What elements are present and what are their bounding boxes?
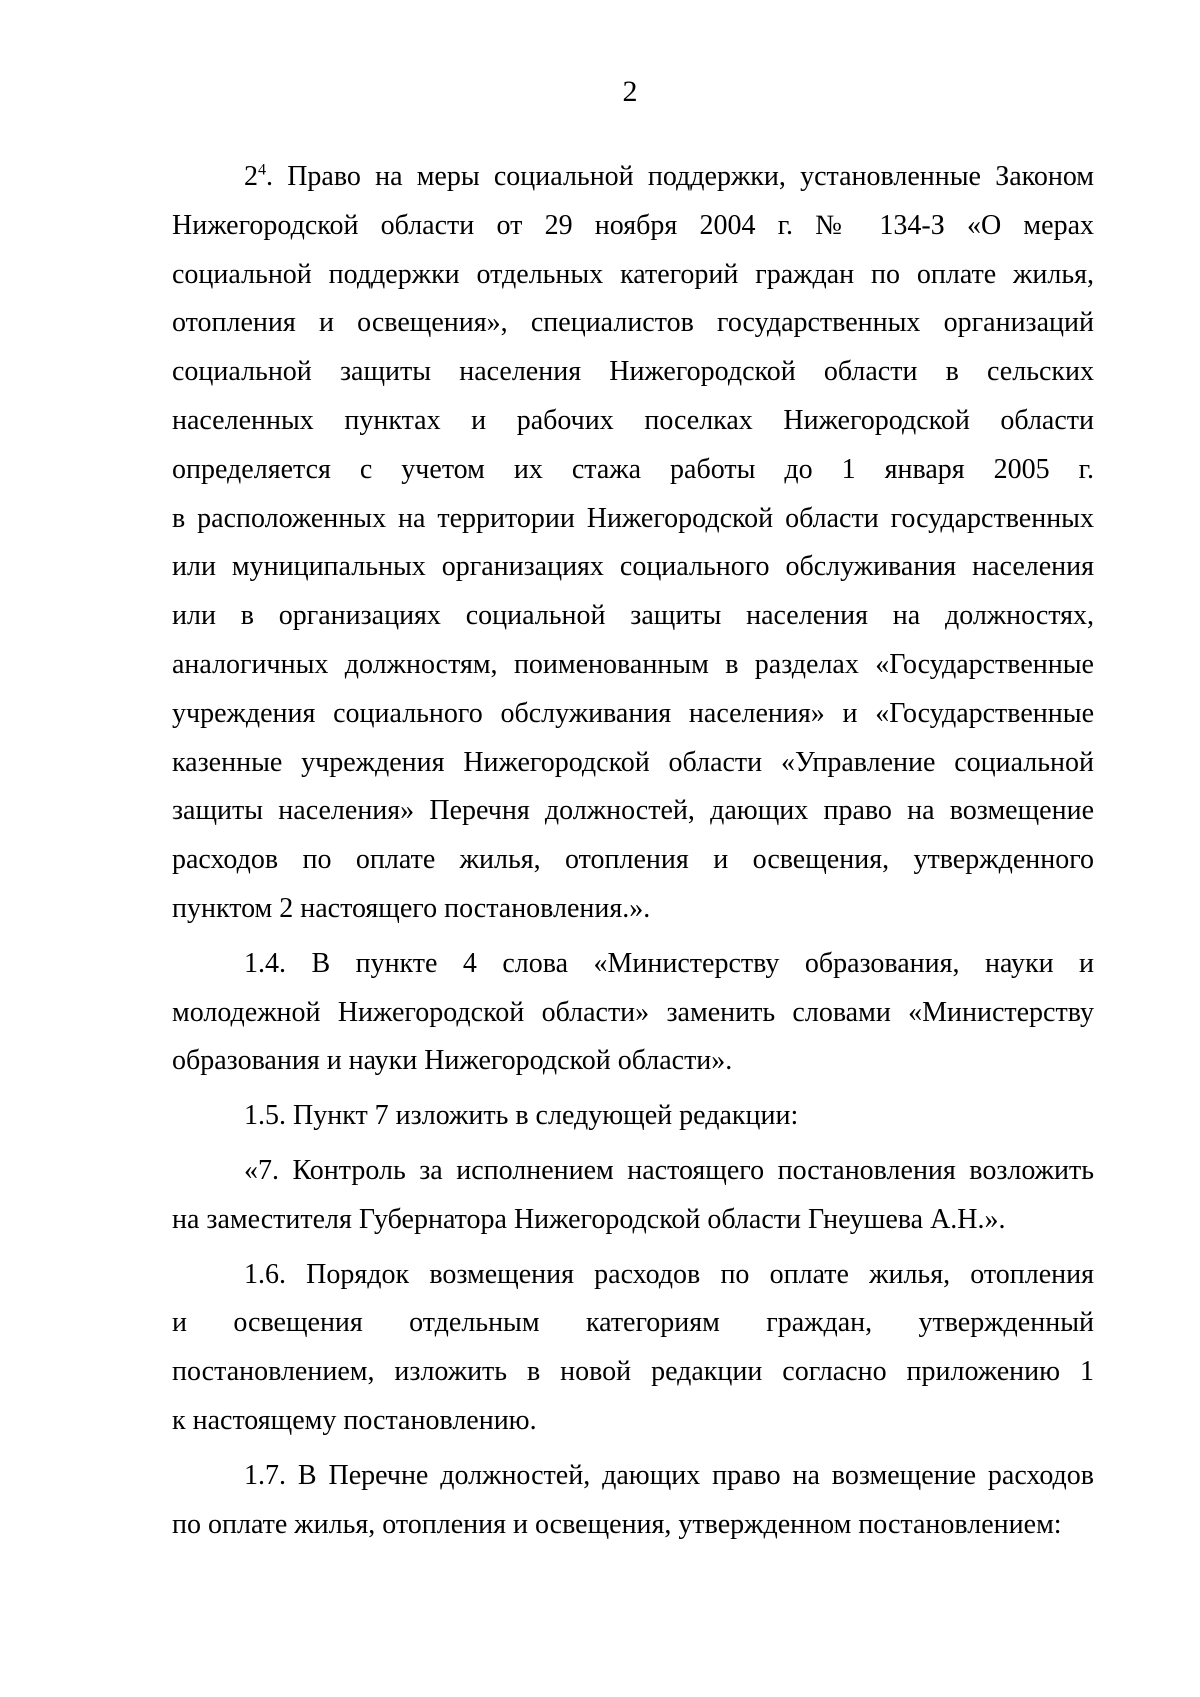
- text-line: 1.6. Порядок возмещения расходов по оплате жилья, отопления: [244, 1258, 1094, 1290]
- text-line: 1.4. В пункте 4 слова «Министерству образования, науки и: [244, 947, 1094, 979]
- text-line: расходов по оплате жилья, отопления и освещения, утвержденного: [172, 844, 1094, 876]
- text-line: 1.7. В Перечне должностей, дающих право на возмещение расходов: [244, 1459, 1094, 1491]
- superscript-base: 2: [244, 161, 258, 192]
- text-line: населенных пунктах и рабочих поселках Нижегородской области: [172, 404, 1094, 436]
- page-number: 2: [622, 75, 638, 108]
- text-line: по оплате жилья, отопления и освещения, утвержденном постановлением:: [172, 1508, 1062, 1540]
- text-line: определяется с учетом их стажа работы до 1 января 2005 г.: [172, 453, 1094, 485]
- document-body: [172, 153, 1094, 1549]
- text-line: на заместителя Губернатора Нижегородской области Гнеушева А.Н.».: [172, 1203, 1006, 1235]
- text-line: отопления и освещения», специалистов государственных организаций: [172, 307, 1094, 339]
- text-line: казенные учреждения Нижегородской области «Управление социальной: [172, 746, 1094, 778]
- text-line: [172, 153, 1094, 202]
- text-line: и освещения отдельным категориям граждан, утвержденный: [172, 1307, 1094, 1339]
- text-line: образования и науки Нижегородской области».: [172, 1045, 733, 1077]
- text-line: к настоящему постановлению.: [172, 1404, 537, 1436]
- text-line: «7. Контроль за исполнением настоящего постановления возложить: [244, 1154, 1094, 1186]
- text-line: Нижегородской области от 29 ноября 2004 г. № 134-З «О мерах: [172, 209, 1094, 241]
- text-line: пунктом 2 настоящего постановления.».: [172, 892, 651, 924]
- paragraph: [172, 1452, 1094, 1550]
- text-line: учреждения социального обслуживания населения» и «Государственные: [172, 697, 1094, 729]
- text-line: молодежной Нижегородской области» заменить словами «Министерству: [172, 996, 1094, 1028]
- text-line: в расположенных на территории Нижегородской области государственных: [172, 502, 1094, 534]
- line-rest: . Право на меры социальной поддержки, установленные Законом: [266, 161, 1094, 192]
- superscript: 4: [258, 161, 266, 179]
- paragraph: [172, 153, 1094, 934]
- text-line: аналогичных должностям, поименованным в разделах «Государственные: [172, 648, 1094, 680]
- paragraph: [172, 940, 1094, 1086]
- text-line: социальной поддержки отдельных категорий граждан по оплате жилья,: [172, 258, 1094, 290]
- text-line: или в организациях социальной защиты населения на должностях,: [172, 600, 1094, 632]
- paragraph: [172, 1092, 1094, 1141]
- text-line: или муниципальных организациях социального обслуживания населения: [172, 551, 1094, 583]
- text-line: социальной защиты населения Нижегородской области в сельских: [172, 356, 1094, 388]
- text-line: постановлением, изложить в новой редакции согласно приложению 1: [172, 1356, 1094, 1388]
- text-line: защиты населения» Перечня должностей, дающих право на возмещение: [172, 795, 1094, 827]
- text-line: 1.5. Пункт 7 изложить в следующей редакции:: [244, 1100, 799, 1132]
- paragraph: [172, 1147, 1094, 1245]
- paragraph: [172, 1251, 1094, 1446]
